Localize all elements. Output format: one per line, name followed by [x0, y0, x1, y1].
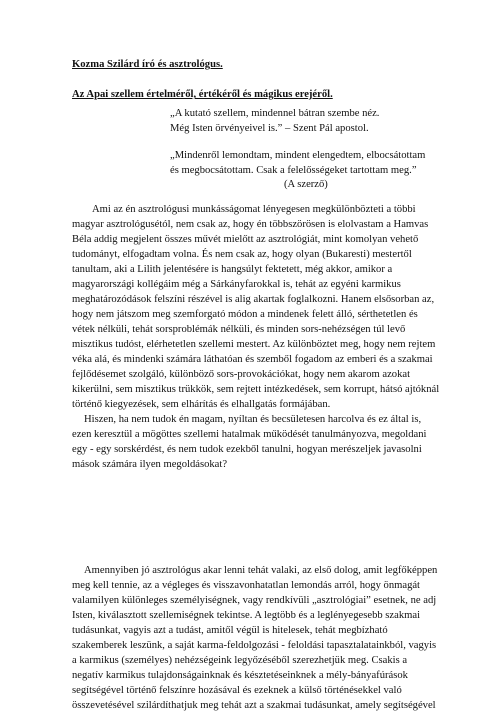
- paragraph-2: [72, 563, 438, 713]
- text-line: tudományt, elfogadtam volna. És nem csak az, hogy olyan (Bukaresti) mestertől: [72, 249, 412, 260]
- text-line: hogy nem játszom meg szemforgató módon a mindenek felett álló, sérthetetlen és: [72, 309, 418, 320]
- motto-line: „A kutató szellem, mindennel bátran szembe néz.: [170, 108, 380, 119]
- text-line: fejlődésemet szolgáló, különböző sors-provokációkat, hogy nem akarom azokat: [72, 369, 411, 380]
- motto-line: és megbocsátottam. Csak a felelősségeket tartottam meg.”: [170, 164, 417, 176]
- text-line: Amennyiben jó asztrológus akar lenni tehát valaki, az első dolog, amit legfőképpen: [84, 565, 438, 576]
- motto-attribution: (A szerző): [284, 179, 328, 190]
- text-line: misztikus tudóst, elérhetetlen szellemi mestert. Az különböztet meg, hogy nem rejtem: [72, 339, 436, 350]
- motto-line: „Mindenről lemondtam, mindent elengedtem, elbocsátottam: [170, 150, 426, 161]
- article-title: Az Apai szellem értelméről, értékéről és mágikus erejéről.: [72, 89, 333, 100]
- text-line: egy - egy sorskérdést, és nem tudok ezekből tanulni, hogyan merészeljek javasolni: [72, 444, 422, 455]
- text-line: szakemberek leszünk, a saját karma-feldolgozási - feloldási tapasztalatainkból, vagyis: [72, 640, 437, 651]
- motto-quote-2: [170, 149, 425, 193]
- text-line: magyarországi kollégáim még a Sárkányfarokkal is, tehát az egyéni karmikus: [72, 279, 401, 290]
- text-line: összevetésével szilárdíthatjuk meg tehát azt a szakmai tudásunkat, amely segítségével: [72, 700, 436, 711]
- text-line: mások számára ilyen megoldásokat?: [72, 459, 228, 470]
- text-line: ezen keresztül a mögöttes szellemi hatalmak működését tanulmányozva, megoldani: [72, 429, 427, 440]
- text-line: valamilyen különleges személyiségnek, vagy rendkívüli „asztrológiai” esetnek, ne adj: [72, 595, 437, 606]
- text-line: magyar asztrológusétól, nem csak az, hogy én többszörösen is elolvastam a Hamvas: [72, 219, 429, 230]
- text-line: meg kell tennie, az a végleges és visszavonhatatlan lemondás arról, hogy önmagát: [72, 580, 421, 591]
- motto-line: Még Isten örvényeivel is.” – Szent Pál apostol.: [170, 122, 369, 134]
- text-line: Béla addig megjelent összes művét mielőtt az asztrológiát, mint komolyan vehető: [72, 234, 419, 245]
- motto-quote-1: [170, 107, 379, 136]
- text-line: tanultam, aki a Lilith jelentésére is hangsúlyt fektetett, még akkor, amikor a: [72, 264, 393, 275]
- text-line: segítségével történő felszínre hozásával és ezeknek a külső történésekkel való: [72, 685, 402, 696]
- paragraph-1: [72, 202, 440, 472]
- text-line: meghatározódások felszíni részével is alig akartak foglalkozni. Hanem elsősorban az,: [72, 294, 435, 305]
- text-line: tudásunkat, vagyis azt a tudást, amitől végül is hitelesek, tehát megbízható: [72, 625, 388, 636]
- text-line: Isten, kiválasztott szellemiségnek tekintse. A legtöbb és a leglényegesebb szakmai: [72, 610, 421, 621]
- text-line: a karmikus (személyes) nehézségeink legyőzéséből szerezhetjük meg. Csakis a: [72, 655, 408, 666]
- text-line: kikerülni, sem misztikus trükkök, sem rejtett intézkedések, sem korrupt, hátsó ajtóknál: [72, 384, 440, 395]
- text-line: Ami az én asztrológusi munkásságomat lényegesen megkülönbözteti a többi: [92, 204, 416, 215]
- text-line: vétek nélküli, tehát sorsproblémák nélküli, és minden sors-nehézségen túl levő: [72, 324, 406, 335]
- text-line: véka alá, és mindenki számára láthatóan és szemből fogadom az emberi és a szakmai: [72, 354, 433, 365]
- text-line: negatív karmikus tulajdonságainknak és késztetéseinknek a mély-bányafúrások: [72, 670, 408, 681]
- text-line: Hiszen, ha nem tudok én magam, nyíltan és becsületesen harcolva és ez által is,: [84, 414, 422, 425]
- text-line: történő kiegyezések, sem elhárítás és elhallgatás formájában.: [72, 399, 331, 410]
- author-heading: Kozma Szilárd író és asztrológus.: [72, 59, 223, 70]
